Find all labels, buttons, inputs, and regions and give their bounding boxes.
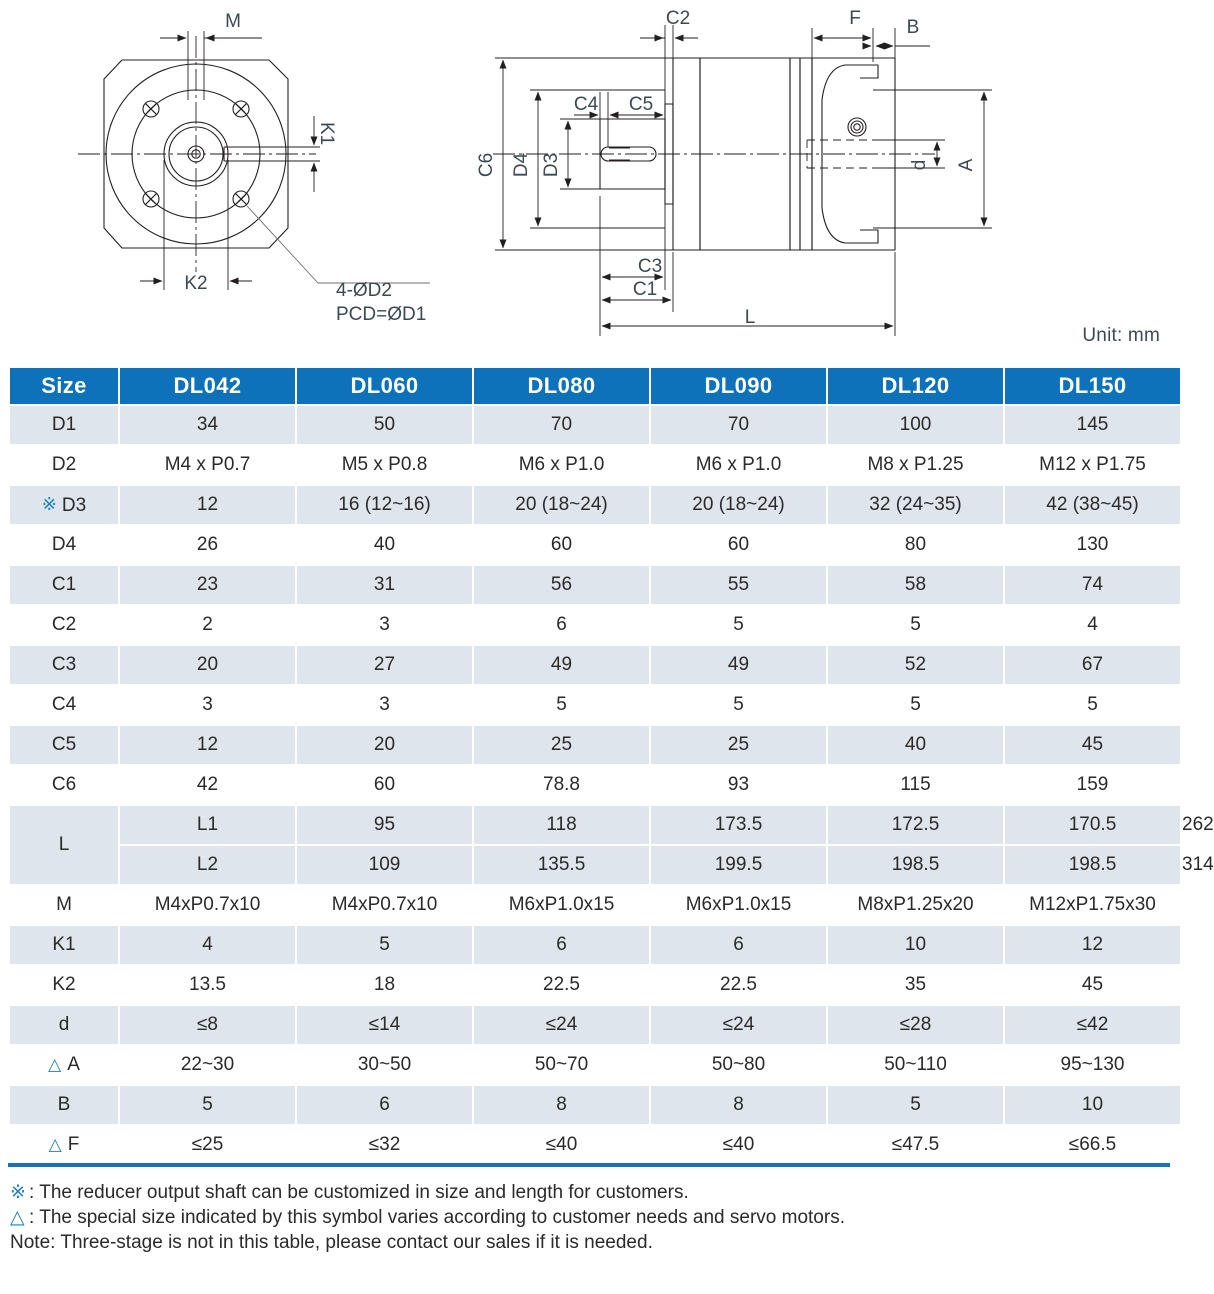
- dim-label-d3: D3: [541, 152, 562, 178]
- row-label-c4: C4: [10, 686, 118, 724]
- cell-d-dl060: ≤14: [297, 1006, 472, 1044]
- table-row: [10, 406, 1182, 444]
- dim-label-a: A: [956, 158, 977, 172]
- cell-d2-dl080: M6 x P1.0: [474, 446, 649, 484]
- row-label-l2: L2: [120, 846, 295, 884]
- cell-c4-dl150: 5: [1005, 686, 1180, 724]
- cell-d1-dl042: 34: [120, 406, 295, 444]
- cell-k1-dl150: 12: [1005, 926, 1180, 964]
- dim-label-d: d: [909, 159, 930, 171]
- cell-m-dl080: M6xP1.0x15: [474, 886, 649, 924]
- cell-a-dl080: 50~70: [474, 1046, 649, 1084]
- cell-f-dl060: ≤32: [297, 1126, 472, 1164]
- cell-b-dl042: 5: [120, 1086, 295, 1124]
- cell-k1-dl060: 5: [297, 926, 472, 964]
- dim-label-m: M: [225, 11, 241, 32]
- cell-d1-dl120: 100: [828, 406, 1003, 444]
- front-view: [78, 31, 430, 290]
- cell-c5-dl090: 25: [651, 726, 826, 764]
- row-label-d2: D2: [10, 446, 118, 484]
- table-row: [10, 606, 1182, 644]
- row-label-l1: L1: [120, 806, 295, 844]
- cell-m-dl042: M4xP0.7x10: [120, 886, 295, 924]
- cell-c2-dl080: 6: [474, 606, 649, 644]
- table-row: [10, 566, 1182, 604]
- dim-label-k2: K2: [184, 273, 208, 294]
- header-dl042: DL042: [120, 368, 295, 404]
- asterisk-mark-icon: ※: [41, 493, 57, 514]
- row-label-k2: K2: [10, 966, 118, 1004]
- cell-d4-dl150: 130: [1005, 526, 1180, 564]
- cell-m-dl120: M8xP1.25x20: [828, 886, 1003, 924]
- cell-l1-dl042: 95: [297, 806, 472, 844]
- cell-l2-dl080: 199.5: [651, 846, 826, 884]
- cell-d3-dl150: 42 (38~45): [1005, 486, 1180, 524]
- dim-label-k1: K1: [316, 122, 337, 146]
- cell-d4-dl080: 60: [474, 526, 649, 564]
- cell-k2-dl080: 22.5: [474, 966, 649, 1004]
- row-label-d4: D4: [10, 526, 118, 564]
- cell-d2-dl120: M8 x P1.25: [828, 446, 1003, 484]
- dim-label-d4: D4: [511, 152, 532, 178]
- cell-c2-dl150: 4: [1005, 606, 1180, 644]
- cell-c4-dl060: 3: [297, 686, 472, 724]
- cell-l1-dl080: 173.5: [651, 806, 826, 844]
- row-label-b: B: [10, 1086, 118, 1124]
- cell-c5-dl150: 45: [1005, 726, 1180, 764]
- cell-k1-dl090: 6: [651, 926, 826, 964]
- cell-c5-dl120: 40: [828, 726, 1003, 764]
- cell-b-dl080: 8: [474, 1086, 649, 1124]
- table-row: [10, 646, 1182, 684]
- cell-m-dl060: M4xP0.7x10: [297, 886, 472, 924]
- cell-c4-dl042: 3: [120, 686, 295, 724]
- unit-label: Unit: mm: [1082, 325, 1160, 346]
- cell-d4-dl060: 40: [297, 526, 472, 564]
- cell-c4-dl090: 5: [651, 686, 826, 724]
- cell-d2-dl060: M5 x P0.8: [297, 446, 472, 484]
- cell-a-dl090: 50~80: [651, 1046, 826, 1084]
- cell-b-dl150: 10: [1005, 1086, 1180, 1124]
- row-label-d: d: [10, 1006, 118, 1044]
- cell-c4-dl120: 5: [828, 686, 1003, 724]
- row-label-d1: D1: [10, 406, 118, 444]
- dim-label-f: F: [849, 8, 861, 29]
- cell-d1-dl080: 70: [474, 406, 649, 444]
- table-row: [10, 1126, 1182, 1164]
- cell-c3-dl090: 49: [651, 646, 826, 684]
- table-row: [10, 766, 1182, 804]
- footnote-text: : The reducer output shaft can be customized in size and length for customers.: [29, 1182, 689, 1203]
- footnote-2: [10, 1205, 1170, 1230]
- cell-c5-dl080: 25: [474, 726, 649, 764]
- footnote-text: Note: Three-stage is not in this table, please contact our sales if it is needed.: [10, 1232, 653, 1253]
- cell-k1-dl080: 6: [474, 926, 649, 964]
- footnote-1: [10, 1180, 1170, 1205]
- row-label-d3: ※ D3: [10, 486, 118, 524]
- row-group-label-l: L: [10, 806, 118, 884]
- cell-c6-dl090: 93: [651, 766, 826, 804]
- cell-f-dl120: ≤47.5: [828, 1126, 1003, 1164]
- header-dl090: DL090: [651, 368, 826, 404]
- row-label-c3: C3: [10, 646, 118, 684]
- cell-c3-dl150: 67: [1005, 646, 1180, 684]
- cell-c1-dl060: 31: [297, 566, 472, 604]
- table-row: [10, 526, 1182, 564]
- cell-c6-dl120: 115: [828, 766, 1003, 804]
- row-label-c5: C5: [10, 726, 118, 764]
- dim-label-c6: C6: [476, 152, 497, 178]
- dim-label-c5: C5: [628, 94, 654, 115]
- cell-c6-dl060: 60: [297, 766, 472, 804]
- cell-c2-dl042: 2: [120, 606, 295, 644]
- callout-bolt-line1: 4-ØD2: [336, 280, 392, 301]
- cell-f-dl080: ≤40: [474, 1126, 649, 1164]
- table-row: [10, 686, 1182, 724]
- cell-m-dl090: M6xP1.0x15: [651, 886, 826, 924]
- cell-k1-dl120: 10: [828, 926, 1003, 964]
- cell-a-dl120: 50~110: [828, 1046, 1003, 1084]
- cell-d1-dl090: 70: [651, 406, 826, 444]
- cell-b-dl060: 6: [297, 1086, 472, 1124]
- dim-label-b: B: [906, 17, 920, 38]
- header-dl150: DL150: [1005, 368, 1180, 404]
- table-row: L L1 95 118 173.5 172.5 170.5 262: [10, 806, 1182, 844]
- cell-b-dl090: 8: [651, 1086, 826, 1124]
- cell-d-dl042: ≤8: [120, 1006, 295, 1044]
- dim-label-l: L: [744, 307, 756, 328]
- dim-label-c4: C4: [573, 94, 599, 115]
- cell-k2-dl042: 13.5: [120, 966, 295, 1004]
- cell-d3-dl120: 32 (24~35): [828, 486, 1003, 524]
- table-header-row: [10, 368, 1182, 404]
- cell-d3-dl060: 16 (12~16): [297, 486, 472, 524]
- cell-c6-dl150: 159: [1005, 766, 1180, 804]
- cell-f-dl042: ≤25: [120, 1126, 295, 1164]
- table-row: [10, 966, 1182, 1004]
- cell-c1-dl090: 55: [651, 566, 826, 604]
- cell-d4-dl090: 60: [651, 526, 826, 564]
- side-view: [493, 25, 992, 336]
- cell-c5-dl060: 20: [297, 726, 472, 764]
- table-row: [10, 886, 1182, 924]
- cell-c1-dl080: 56: [474, 566, 649, 604]
- cell-d4-dl120: 80: [828, 526, 1003, 564]
- table-row: L2 109 135.5 199.5 198.5 198.5 314: [10, 846, 1182, 884]
- cell-c1-dl150: 74: [1005, 566, 1180, 604]
- cell-d2-dl090: M6 x P1.0: [651, 446, 826, 484]
- cell-k1-dl042: 4: [120, 926, 295, 964]
- cell-c6-dl080: 78.8: [474, 766, 649, 804]
- cell-c3-dl080: 49: [474, 646, 649, 684]
- cell-c1-dl120: 58: [828, 566, 1003, 604]
- cell-f-dl090: ≤40: [651, 1126, 826, 1164]
- cell-c5-dl042: 12: [120, 726, 295, 764]
- row-label-c2: C2: [10, 606, 118, 644]
- cell-d1-dl150: 145: [1005, 406, 1180, 444]
- cell-d2-dl042: M4 x P0.7: [120, 446, 295, 484]
- row-label-k1: K1: [10, 926, 118, 964]
- row-label-m: M: [10, 886, 118, 924]
- cell-m-dl150: M12xP1.75x30: [1005, 886, 1180, 924]
- cell-b-dl120: 5: [828, 1086, 1003, 1124]
- cell-d-dl150: ≤42: [1005, 1006, 1180, 1044]
- dim-label-c2: C2: [665, 8, 691, 29]
- table-row: [10, 486, 1182, 524]
- cell-l1-dl120: 170.5: [1005, 806, 1180, 844]
- footnote-symbol-icon: ※: [10, 1182, 26, 1203]
- cell-d-dl120: ≤28: [828, 1006, 1003, 1044]
- table-row: [10, 1086, 1182, 1124]
- cell-l2-dl060: 135.5: [474, 846, 649, 884]
- row-label-a: △ A: [10, 1046, 118, 1084]
- cell-d2-dl150: M12 x P1.75: [1005, 446, 1180, 484]
- cell-c2-dl060: 3: [297, 606, 472, 644]
- cell-k2-dl090: 22.5: [651, 966, 826, 1004]
- cell-d-dl080: ≤24: [474, 1006, 649, 1044]
- cell-k2-dl060: 18: [297, 966, 472, 1004]
- cell-l1-dl090: 172.5: [828, 806, 1003, 844]
- cell-a-dl042: 22~30: [120, 1046, 295, 1084]
- triangle-mark-icon: △: [48, 1055, 62, 1074]
- cell-d3-dl080: 20 (18~24): [474, 486, 649, 524]
- footnote-symbol-icon: △: [10, 1207, 25, 1228]
- triangle-mark-icon: △: [48, 1135, 62, 1154]
- table-row: [10, 726, 1182, 764]
- cell-l2-dl042: 109: [297, 846, 472, 884]
- table-row: [10, 926, 1182, 964]
- header-dl080: DL080: [474, 368, 649, 404]
- cell-c2-dl090: 5: [651, 606, 826, 644]
- cell-k2-dl150: 45: [1005, 966, 1180, 1004]
- cell-c3-dl120: 52: [828, 646, 1003, 684]
- header-dl120: DL120: [828, 368, 1003, 404]
- footnote-text: : The special size indicated by this symbol varies according to customer needs and servo motors.: [29, 1207, 845, 1228]
- cell-a-dl150: 95~130: [1005, 1046, 1180, 1084]
- cell-c2-dl120: 5: [828, 606, 1003, 644]
- cell-a-dl060: 30~50: [297, 1046, 472, 1084]
- cell-c6-dl042: 42: [120, 766, 295, 804]
- specification-table: [8, 366, 1214, 1166]
- cell-c3-dl042: 20: [120, 646, 295, 684]
- cell-d1-dl060: 50: [297, 406, 472, 444]
- table-body: [10, 406, 1214, 1164]
- row-label-c1: C1: [10, 566, 118, 604]
- dim-label-c3: C3: [637, 256, 663, 277]
- cell-d-dl090: ≤24: [651, 1006, 826, 1044]
- cell-d4-dl042: 26: [120, 526, 295, 564]
- cell-l2-dl090: 198.5: [828, 846, 1003, 884]
- cell-c3-dl060: 27: [297, 646, 472, 684]
- table-bottom-rule: [8, 1163, 1170, 1167]
- header-size: Size: [10, 368, 118, 404]
- callout-bolt-line2: PCD=ØD1: [336, 304, 427, 325]
- table-row: [10, 1006, 1182, 1044]
- footnote-3: [10, 1230, 1170, 1255]
- cell-f-dl150: ≤66.5: [1005, 1126, 1180, 1164]
- cell-l2-dl120: 198.5: [1005, 846, 1180, 884]
- row-label-f: △ F: [10, 1126, 118, 1164]
- table-row: [10, 1046, 1182, 1084]
- cell-c4-dl080: 5: [474, 686, 649, 724]
- cell-l1-dl060: 118: [474, 806, 649, 844]
- row-label-c6: C6: [10, 766, 118, 804]
- drawing-svg: [0, 0, 1178, 352]
- cell-k2-dl120: 35: [828, 966, 1003, 1004]
- table-row: [10, 446, 1182, 484]
- dim-label-c1: C1: [632, 279, 658, 300]
- footnotes: [10, 1180, 1170, 1255]
- cell-d3-dl042: 12: [120, 486, 295, 524]
- cell-c1-dl042: 23: [120, 566, 295, 604]
- cell-d3-dl090: 20 (18~24): [651, 486, 826, 524]
- technical-drawings: [0, 0, 1178, 352]
- header-dl060: DL060: [297, 368, 472, 404]
